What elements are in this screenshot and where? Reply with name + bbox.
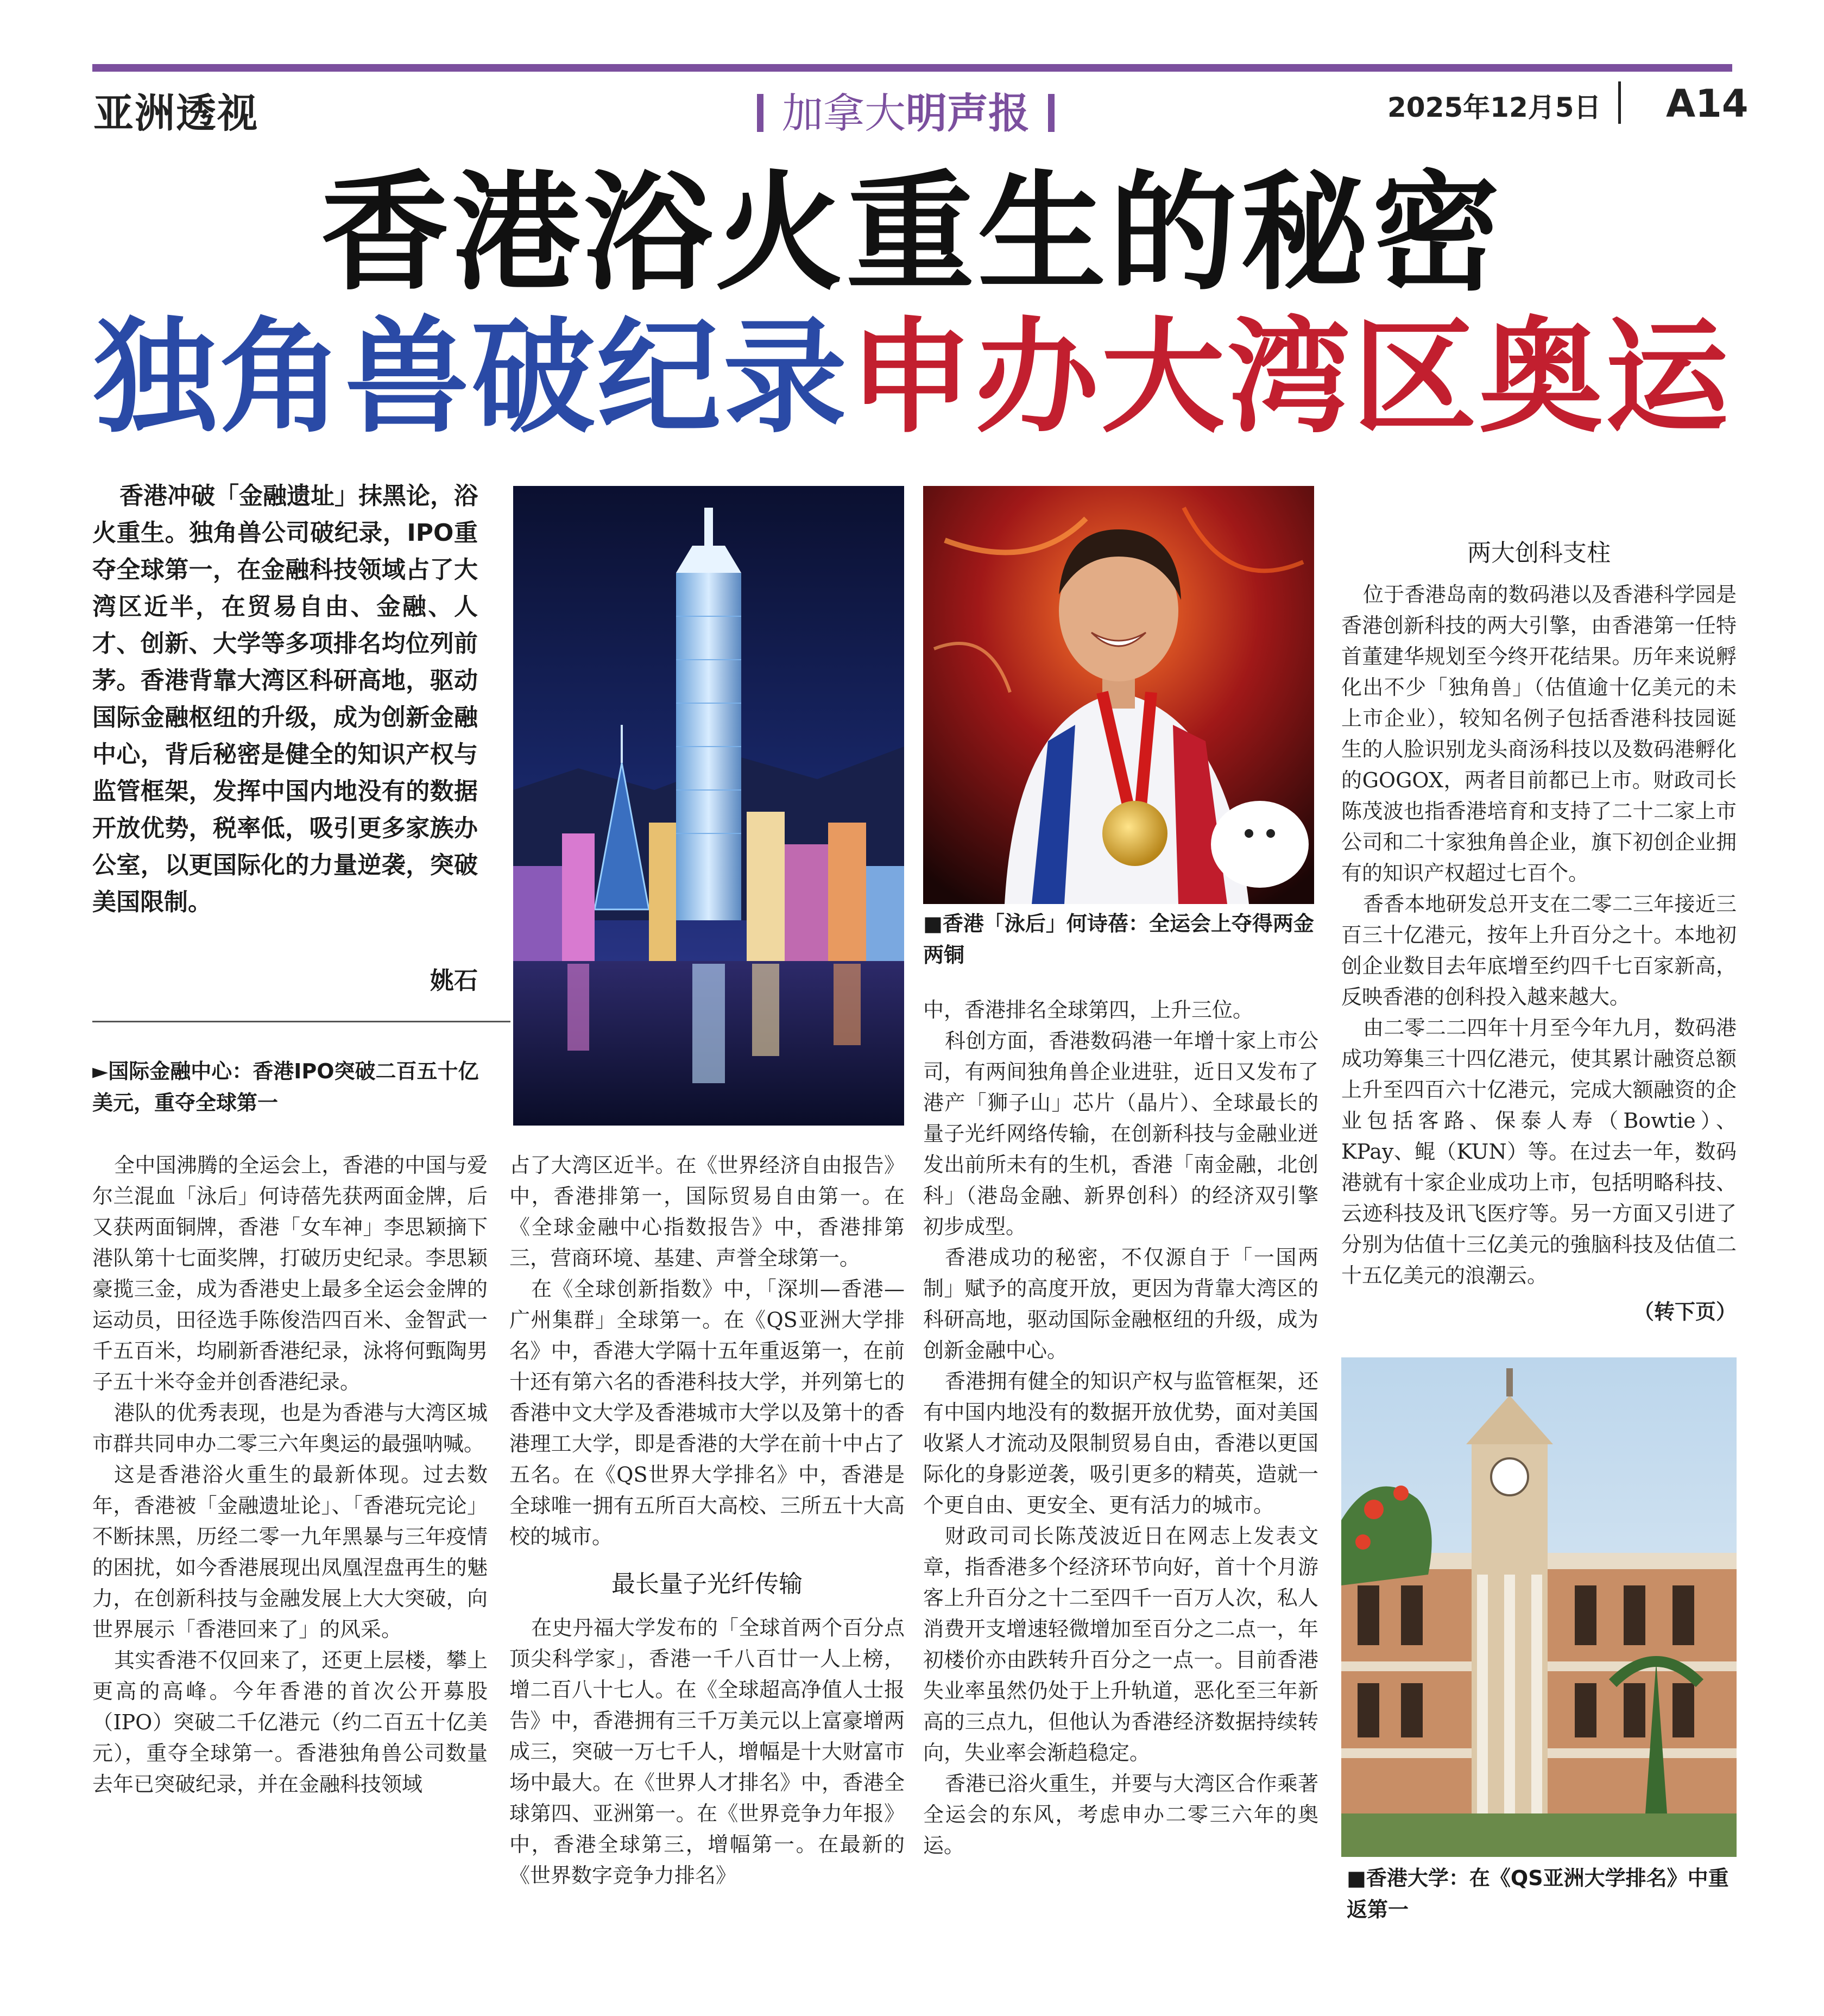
photo-hku bbox=[1341, 1357, 1737, 1857]
photo-hk-skyline bbox=[513, 486, 904, 1126]
paragraph: 香港拥有健全的知识产权与监管框架，还有中国内地没有的数据开放优势，面对美国收紧人才流动及限制贸易自由，香港以更国际化的身影逆袭，吸引更多的精英，造就一个更自由、更安全、更有活力的城市。 bbox=[923, 1369, 1318, 1517]
paragraph: 全中国沸腾的全运会上，香港的中国与爱尔兰混血「泳后」何诗蓓先获两面金牌，后又获两面铜牌，香港「女车神」李思颖摘下港队第十七面奖牌，打破历史纪录。李思颖豪揽三金，成为香港史上最多全运会金牌的运动员，田径选手陈俊浩四百米、金智武一千五百米，均刷新香港纪录，泳将何甄陶男子五十米夺金并创香港纪录。 bbox=[92, 1153, 488, 1394]
lead-divider bbox=[92, 1021, 510, 1022]
header-divider bbox=[1618, 81, 1621, 124]
paragraph: 中，香港排名全球第四，上升三位。 bbox=[923, 998, 1254, 1022]
continued-note: （转下页） bbox=[1633, 1300, 1737, 1324]
masthead bbox=[739, 80, 1073, 140]
caption-swimmer: ■香港「泳后」何诗蓓：全运会上夺得两金两铜 bbox=[923, 912, 1314, 967]
masthead-bar-left bbox=[757, 94, 763, 132]
photo-swimmer bbox=[923, 486, 1314, 904]
paragraph: 位于香港岛南的数码港以及香港科学园是香港创新科技的两大引擎，由香港第一任特首董建华规划至今终开花结果。历年来说孵化出不少「独角兽」（估值逾十亿美元的未上市企业），较知名例子包括香港科技园诞生的人脸识别龙头商汤科技以及数码港孵化的GOGOX，两者目前都已上市。财政司长陈茂波也指香港培育和支持了二十二家上市公司和二十家独角兽企业，旗下初创企业拥有的知识产权超过七百个。 bbox=[1341, 583, 1737, 885]
page-number: A14 bbox=[1666, 81, 1749, 126]
paragraph: 占了大湾区近半。在《世界经济自由报告》中，香港排第一，国际贸易自由第一。在《全球金融中心指数报告》中，香港排第三，营商环境、基建、声誉全球第一。 bbox=[509, 1153, 905, 1270]
caption-skyline: ►国际金融中心：香港IPO突破二百五十亿美元，重夺全球第一 bbox=[92, 1059, 479, 1115]
section-name: 亚洲透视 bbox=[93, 90, 258, 137]
masthead-prefix: 加拿大 bbox=[782, 89, 906, 137]
issue-date: 2025年12月5日 bbox=[1387, 92, 1601, 123]
body-column-1 bbox=[92, 1150, 488, 1800]
caption-university: ■香港大学：在《QS亚洲大学排名》中重返第一 bbox=[1347, 1866, 1729, 1922]
headline-sub bbox=[0, 305, 1824, 450]
paragraph: 香港成功的秘密，不仅源自于「一国两制」赋予的高度开放，更因为背靠大湾区的科研高地，驱动国际金融枢纽的升级，成为创新金融中心。 bbox=[923, 1246, 1318, 1362]
masthead-bar-right bbox=[1048, 94, 1055, 132]
skyline-illustration bbox=[513, 486, 904, 1126]
subheading-pillars: 两大创科支柱 bbox=[1467, 539, 1611, 567]
paragraph: 香港已浴火重生，并要与大湾区合作乘著全运会的东风，考虑申办二零三六年的奥运。 bbox=[923, 1772, 1318, 1857]
paragraph: 在史丹福大学发布的「全球首两个百分点顶尖科学家」，香港一千八百廿一人上榜，增二百八十七人。在《全球超高净值人士报告》中，香港拥有三千万美元以上富豪增两成三，突破一万七千人，增幅是十大财富市场中最大。在《世界人才排名》中，香港全球第四、亚洲第一。在《世界竞争力年报》中，香港全球第三，增幅第一。在最新的《世界数字竞争力排名》 bbox=[509, 1616, 905, 1887]
paragraph: 香香本地研发总开支在二零二三年接近三百三十亿港元，按年上升百分之十。本地初创企业数目去年底增至约四千七百家新高，反映香港的创科投入越来越大。 bbox=[1341, 892, 1737, 1009]
paragraph: 这是香港浴火重生的最新体现。过去数年，香港被「金融遗址论」、「香港玩完论」不断抹黑，历经二零一九年黑暴与三年疫情的困扰，如今香港展现出凤凰涅盘再生的魅力，在创新科技与金融发展上大大突破，向世界展示「香港回来了」的风采。 bbox=[92, 1463, 488, 1641]
headline-main: 香港浴火重生的秘密 bbox=[320, 159, 1504, 308]
university-illustration bbox=[1341, 1357, 1737, 1857]
lead-paragraph: 香港冲破「金融遗址」抹黑论，浴火重生。独角兽公司破纪录，IPO重夺全球第一，在金融科技领域占了大湾区近半，在贸易自由、金融、人才、创新、大学等多项排名均位列前茅。香港背靠大湾区科研高地，驱动国际金融枢纽的升级，成为创新金融中心，背后秘密是健全的知识产权与监管框架，发挥中国内地没有的数据开放优势，税率低，吸引更多家族办公室，以更国际化的力量逆袭，突破美国限制。 bbox=[92, 482, 478, 916]
paragraph: 财政司司长陈茂波近日在网志上发表文章，指香港多个经济环节向好，首十个月游客上升百分之十二至四千一百万人次，私人消费开支增速轻微增加至百分之二点一，年初楼价亦由跌转升百分之一点一。目前香港失业率虽然仍处于上升轨道，恶化至三年新高的三点九，但他认为香港经济数据持续转向，失业率会渐趋稳定。 bbox=[923, 1524, 1318, 1765]
author-byline: 姚石 bbox=[430, 967, 478, 995]
subheading-quantum: 最长量子光纤传输 bbox=[611, 1570, 803, 1598]
body-column-4 bbox=[1341, 538, 1737, 1328]
headline-sub-red: 申办大湾区奥运 bbox=[849, 305, 1731, 450]
top-rule bbox=[92, 64, 1732, 72]
paragraph: 科创方面，香港数码港一年增十家上市公司，有两间独角兽企业进驻，近日又发布了港产「狮子山」芯片（晶片）、全球最长的量子光纤网络传输，在创新科技与金融业迸发出前所未有的生机，香港「南金融，北创科」（港岛金融、新界创科）的经济双引擎初步成型。 bbox=[923, 1029, 1318, 1238]
headline-sub-blue: 独角兽破纪录 bbox=[93, 305, 849, 450]
masthead-name: 明声报 bbox=[906, 89, 1030, 137]
paragraph: 港队的优秀表现，也是为香港与大湾区城市群共同申办二零三六年奥运的最强呐喊。 bbox=[92, 1401, 488, 1456]
paragraph: 由二零二二四年十月至今年九月，数码港成功筹集三十四亿港元，使其累计融资总额上升至四百六十亿港元，完成大额融资的企业包括客路、保泰人寿（Bowtie）、KPay、鲲（KUN）等。在过去一年，数码港就有十家企业成功上市，包括明略科技、云迹科技及讯飞医疗等。另一方面又引进了分别为估值十三亿美元的強脑科技及估值二十五亿美元的浪潮云。 bbox=[1341, 1016, 1737, 1287]
body-column-2 bbox=[509, 1150, 905, 1891]
swimmer-illustration bbox=[923, 486, 1314, 904]
paragraph: 在《全球创新指数》中，「深圳—香港—广州集群」全球第一。在《QS亚洲大学排名》中，香港大学隔十五年重返第一，在前十还有第六名的香港科技大学，并列第七的香港中文大学及香港城市大学以及第十的香港理工大学，即是香港的大学在前十中占了五名。在《QS世界大学排名》中，香港是全球唯一拥有五所百大高校、三所五十大高校的城市。 bbox=[509, 1277, 905, 1549]
body-column-3 bbox=[923, 995, 1318, 1861]
paragraph: 其实香港不仅回来了，还更上层楼，攀上更高的高峰。今年香港的首次公开募股（IPO）突破二千亿港元（约二百五十亿美元），重夺全球第一。香港独角兽公司数量去年已突破纪录，并在金融科技领域 bbox=[92, 1648, 488, 1796]
